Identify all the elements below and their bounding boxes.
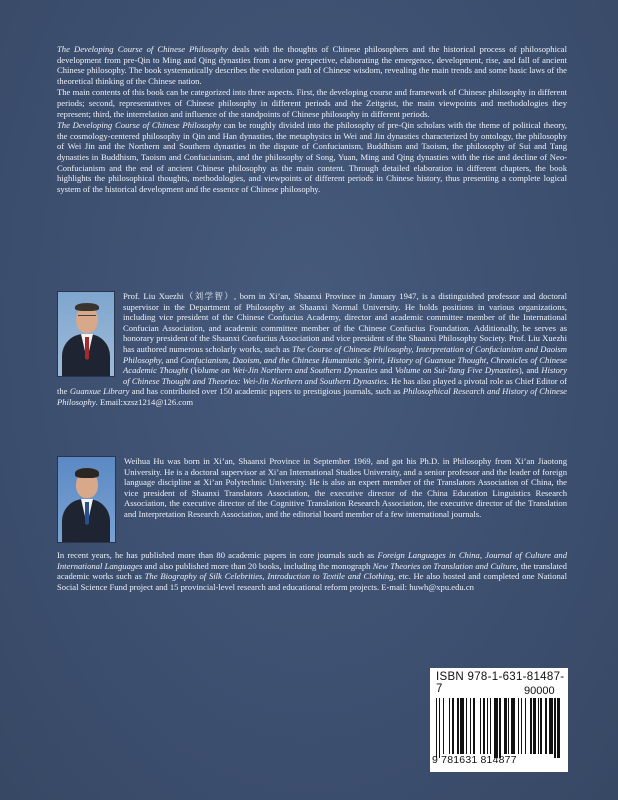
description-text: can be roughly divided into the philosophy of pre-Qin scholars with the theme of political theory, the cosmology-centered philosophy in Qin and Han dynasties, the metaphysics in Wei and Jin dynasties characterized by ontology, the philosophy of Wei Jin and the Northern and Southern dynasties in the dispute of Confucianism, Buddhism and Taoism, the philosophy of Sui and Tang dynasties in Buddhism, Taoism and Confucianism, and the philosophy of Song, Yuan, Ming and Qing dynasties with the rise and decline of Neo-Confucianism and the end of ancient Chinese philosophy as the main content. Through detailed elaboration in different chapters, the book highlights the philosophical thoughts, methodologies, and viewpoints of different periods in Chinese history, thus presenting a complete logical system of the historical development and the essence of Chinese philosophy. <box>57 120 567 194</box>
book-title: The Developing Course of Chinese Philosophy <box>57 44 228 54</box>
work-title: Volume on Wei-Jin Northern and Southern Dynasties <box>193 365 378 376</box>
bio-text: , the translated academic works such as <box>57 560 567 582</box>
work-title: Guanxue Library <box>69 386 130 397</box>
work-title: History of Chinese Thought and Theories: Wei-Jin Northern and Southern Dynasties <box>123 365 568 386</box>
work-title: Philosophical Research and History of Chinese Philosophy <box>57 386 567 407</box>
barcode-number: 9 781631 814877 <box>432 754 517 766</box>
barcode-stripe <box>560 698 561 754</box>
barcode-bars <box>436 698 562 754</box>
work-title: Foreign Languages in China, Journal of Culture and International Languages <box>57 550 567 571</box>
author-photo-liu-xuezhi <box>57 291 115 377</box>
book-title: The Developing Course of Chinese Philosophy <box>57 120 222 131</box>
bio-text: . He has also played a pivotal role as Chief Editor of the <box>57 375 567 397</box>
bio-text: Weihua Hu was born in Xi’an, Shaanxi Province in September 1969, and got his Ph.D. in Philosophy from Xi’an Jiaotong University. He is a doctoral supervisor at Xi’an International Studies University, and a senior professor and the leader of foreign language discipline at Xi’an Polytechnic University. He is also an expert member of the Translators Association of China, the vice president of Shaanxi Translators Association, the executive director of the China Education Linguistics Research Association, the executive director of the Cognitive Translation Research Association, the executive director of the Translation and Interpretation Research Association, and the editorial board member of a few international journals. <box>124 456 567 519</box>
book-description <box>57 44 567 194</box>
work-title: Confucianism, Daoism, and the Chinese Humanistic Spirit, History of Guanxue Thought, Chronicles of Chinese Academic Thought <box>123 354 567 376</box>
bio-text: . Email:xzsz1214@126.com <box>95 396 194 407</box>
description-paragraph-1 <box>57 44 567 86</box>
bio-text: and has contributed over 150 academic papers to prestigious journals, such as <box>129 386 403 397</box>
author-bio-weihua-hu <box>57 456 567 545</box>
author-bio-liu-xuezhi <box>57 291 567 408</box>
bio-text: and <box>163 354 181 365</box>
bio-text: , etc. He also hosted and completed one National Social Science Fund project and 15 provincial-level research and educational reform projects. E-mail: huwh@xpu.edu.cn <box>57 571 567 592</box>
bio-text: ( <box>188 365 194 376</box>
work-title: New Theories on Translation and Culture <box>372 560 517 571</box>
bio-text: Prof. Liu Xuezhi（刘学智）, born in Xi’an, Shaanxi Province in January 1947, is a distinguished professor and doctoral supervisor in the Department of Philosophy at Shaanxi Normal University. He holds positions in various organizations, including vice president of the Chinese Confucius Academy, director and academic committee member of the International Confucian Association, and academic committee member of the Chinese Confucius Foundation. Additionally, he serves as honorary president of the Shaanxi Confucius Association and vice president of the Shaanxi Philosophy Society. Prof. Liu Xuezhi has authored numerous scholarly works, such as <box>123 291 567 354</box>
bio-text: ), and <box>518 365 542 376</box>
author-photo-weihua-hu <box>57 456 116 543</box>
bio-text: and also published more than 20 books, including the monograph <box>142 560 373 571</box>
author-bio-weihua-hu-continued <box>57 550 567 592</box>
bio-text: and <box>377 365 396 376</box>
description-paragraph-3 <box>57 120 567 194</box>
isbn-barcode <box>430 668 568 772</box>
price-code: 90000 <box>524 685 555 697</box>
work-title: The Course of Chinese Philosophy, Interpretation of Confucianism and Daoism Philosophy, <box>123 343 567 365</box>
description-text: deals with the thoughts of Chinese philosophers and the historical process of philosophical development from pre-Qin to Ming and Qing dynasties from a new perspective, elaborating the emergence, development, rise, and fall of ancient Chinese philosophy. The book systematically describes the evolution path of Chinese wisdom, revealing the main trends and some basic laws of the theoretical thinking of the Chinese nation. <box>57 44 567 86</box>
work-title: Volume on Sui-Tang Five Dynasties <box>395 365 519 376</box>
work-title: The Biography of Silk Celebrities, Introduction to Textile and Clothing <box>144 571 394 582</box>
isbn-label: ISBN 978-1-631-81487-7 <box>436 671 565 695</box>
description-paragraph-2: The main contents of this book can be categorized into three aspects. First, the developing course and framework of Chinese philosophy in different periods; second, representatives of Chinese philosophy in different periods and the Zeitgeist, the main viewpoints and methodologies they represent; third, the interrelation and influence of the standpoints of Chinese philosophy in different periods. <box>57 87 567 119</box>
bio-text: In recent years, he has published more than 80 academic papers in core journals such as <box>57 550 378 560</box>
